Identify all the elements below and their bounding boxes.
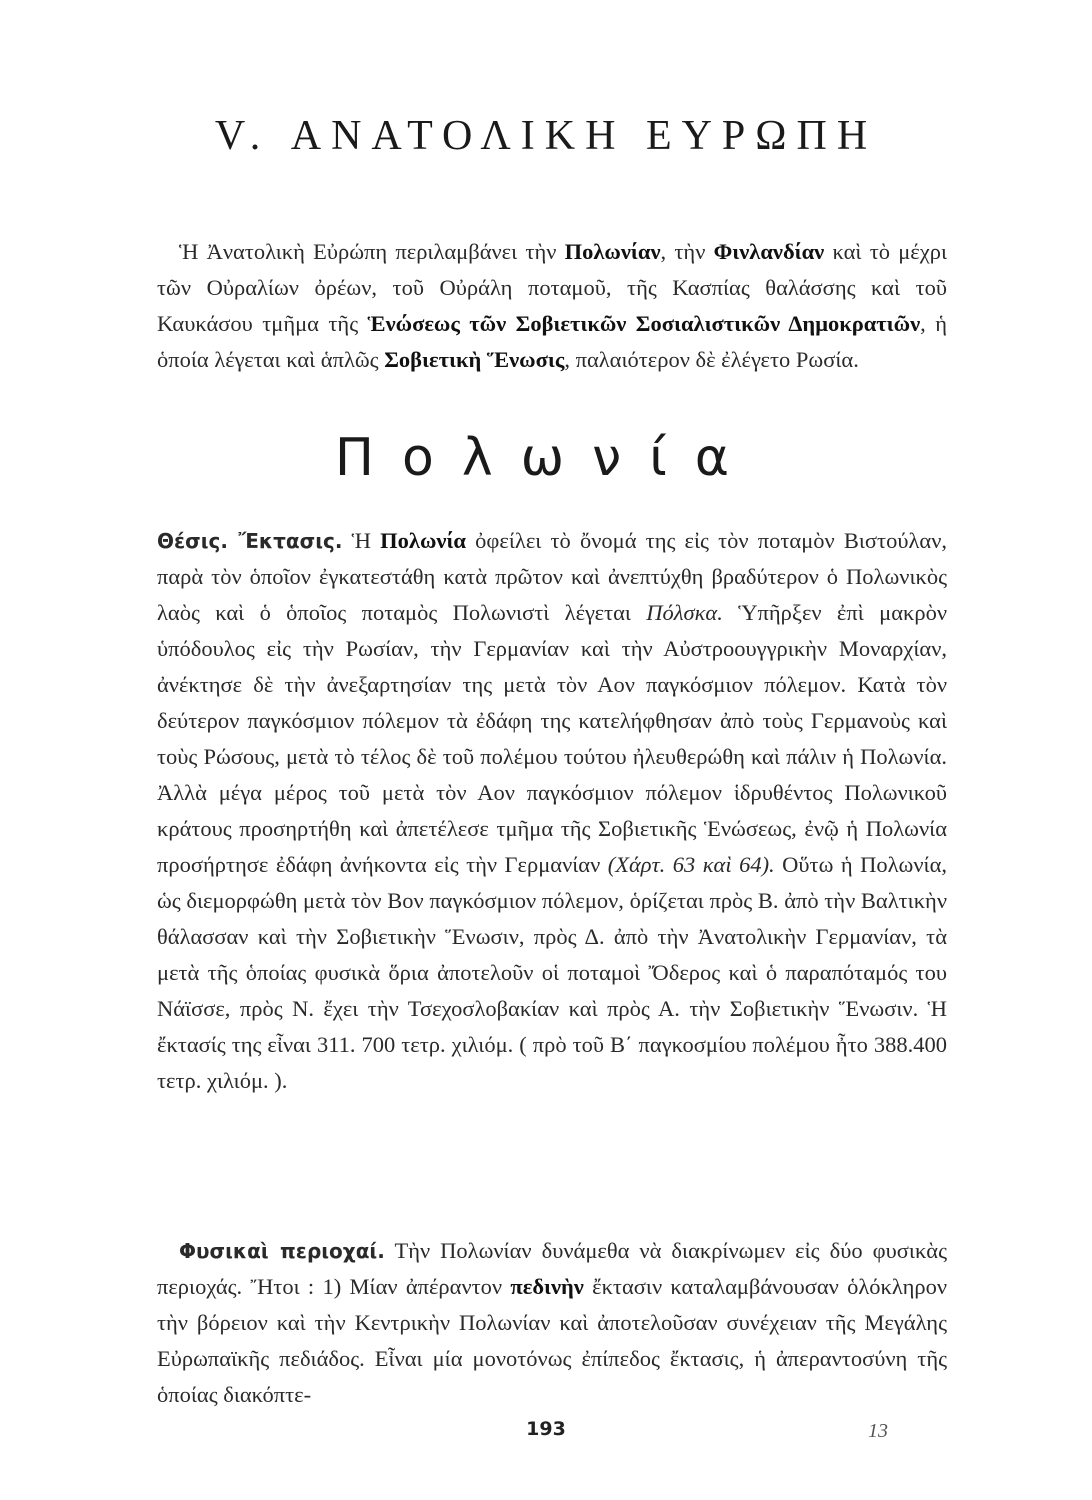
text-run: Τὴν Πολωνίαν δυνάμεθα νὰ διακρίνωμεν εἰς δύο φυσικὰς περιοχάς. Ἤτοι : 1) Μίαν ἀπέραντον <box>157 1237 947 1299</box>
text-run: καὶ τὸ μέχρι τῶν Οὐραλίων ὀρέων, τοῦ Οὐράλη ποταμοῦ, τῆς Κασπίας θαλάσσης καὶ τοῦ Καυκάσου τμῆμα τῆς <box>157 238 948 336</box>
text-run: Ἡ Ἀνατολικὴ Εὐρώπη περιλαμβάνει τὴν <box>179 238 565 264</box>
italic-map-reference: (Χάρτ. 63 καὶ 64). <box>607 851 775 877</box>
text-run: ὀφείλει τὸ ὄνομά της εἰς τὸν ποταμὸν Βιστούλαν, παρὰ τὸν ὁποῖον ἐγκατεστάθη κατὰ πρῶτον καὶ ἀνεπτύχθη βραδύτερον ὁ Πολωνικὸς λαὸς καὶ ὁ ὁποῖος ποταμὸς Πολωνιστὶ λέγεται <box>157 527 947 625</box>
text-run: , τὴν <box>660 238 714 264</box>
signature-mark: 13 <box>868 1420 888 1442</box>
text-run: , ἡ ὁποία λέγεται καὶ ἁπλῶς <box>157 310 947 372</box>
bold-term-poland: Πολωνία <box>380 527 466 553</box>
text-run: Ὑπῆρξεν ἐπὶ μακρὸν ὑπόδουλος εἰς τὴν Ρωσίαν, τὴν Γερμανίαν καὶ τὴν Αὐστροουγγρικὴν Μοναρχίαν, ἀνέκτησε δὲ τὴν ἀνεξαρτησίαν της μετὰ τὸν Αον παγκόσμιον πόλεμον. Κατὰ τὸν δεύτερον παγκόσμιον πόλεμον τὰ ἐδάφη της κατελήφθησαν ἀπὸ τοὺς Γερμανοὺς καὶ τοὺς Ρώσους, μετὰ τὸ τέλος δὲ τοῦ πολέμου τούτου ἠλευθερώθη καὶ πάλιν ἡ Πολωνία. Ἀλλὰ μέγα μέρος τοῦ μετὰ τὸν Αον παγκόσμιον πόλεμον ἱδρυθέντος Πολωνικοῦ κράτους προσηρτήθη καὶ ἀπετέλεσε τμῆμα τῆς Σοβιετικῆς Ἑνώσεως, ἐνῷ ἡ Πολωνία προσήρτησε ἐδάφη ἀνήκοντα εἰς τὴν Γερμανίαν <box>157 599 947 877</box>
paragraph-heading: Φυσικαὶ περιοχαί. <box>179 1238 385 1263</box>
chapter-title: V. ΑΝΑΤΟΛΙΚΗ ΕΥΡΩΠΗ <box>214 113 878 159</box>
physical-regions-paragraph <box>157 1233 947 1413</box>
section-title: Πολωνία <box>334 428 758 488</box>
intro-paragraph <box>157 234 947 378</box>
page-number: 193 <box>526 1418 566 1440</box>
position-paragraph <box>157 523 947 1099</box>
italic-term-polska: Πόλσκα. <box>646 599 723 625</box>
bold-term-soviet-union: Σοβιετικὴ Ἕνωσις <box>384 346 565 372</box>
text-run: Οὕτω ἡ Πολωνία, ὡς διεμορφώθη μετὰ τὸν Βον παγκόσμιον πόλεμον, ὁρίζεται πρὸς Β. ἀπὸ τὴν Βαλτικὴν θάλασσαν καὶ τὴν Σοβιετικὴν Ἕνωσιν, πρὸς Δ. ἀπὸ τὴν Ἀνατολικὴν Γερμανίαν, τὰ μετὰ τῆς ὁποίας φυσικὰ ὅρια ἀποτελοῦν οἱ ποταμοὶ Ὄδερος καὶ ὁ παραπόταμός του Νάϊσσε, πρὸς Ν. ἔχει τὴν Τσεχοσλοβακίαν καὶ πρὸς Α. τὴν Σοβιετικὴν Ἕνωσιν. Ἡ ἔκτασίς της εἶναι 311. 700 τετρ. χιλιόμ. ( πρὸ τοῦ Β΄ παγκοσμίου πολέμου ἦτο 388.400 τετρ. χιλιόμ. ). <box>157 851 947 1093</box>
bold-term-poland: Πολωνίαν <box>564 238 661 264</box>
paragraph-heading: Θέσις. Ἔκτασις. <box>157 528 343 553</box>
bold-term-finland: Φινλανδίαν <box>713 238 825 264</box>
text-run: , παλαιότερον δὲ ἐλέγετο Ρωσία. <box>564 346 859 372</box>
text-run: ἔκτασιν καταλαμβάνουσαν ὁλόκληρον τὴν βόρειον καὶ τὴν Κεντρικὴν Πολωνίαν καὶ ἀποτελοῦσαν συνέχειαν τῆς Μεγάλης Εὐρωπαϊκῆς πεδιάδος. Εἶναι μία μονοτόνως ἐπίπεδος ἔκτασις, ἡ ἀπεραντοσύνη τῆς ὁποίας διακόπτε- <box>157 1273 947 1407</box>
bold-term-lowland: πεδινὴν <box>510 1273 584 1299</box>
text-run: Ἡ <box>342 527 381 553</box>
bold-term-ussr: Ἑνώσεως τῶν Σοβιετικῶν Σοσιαλιστικῶν Δημοκρατιῶν <box>367 310 921 336</box>
